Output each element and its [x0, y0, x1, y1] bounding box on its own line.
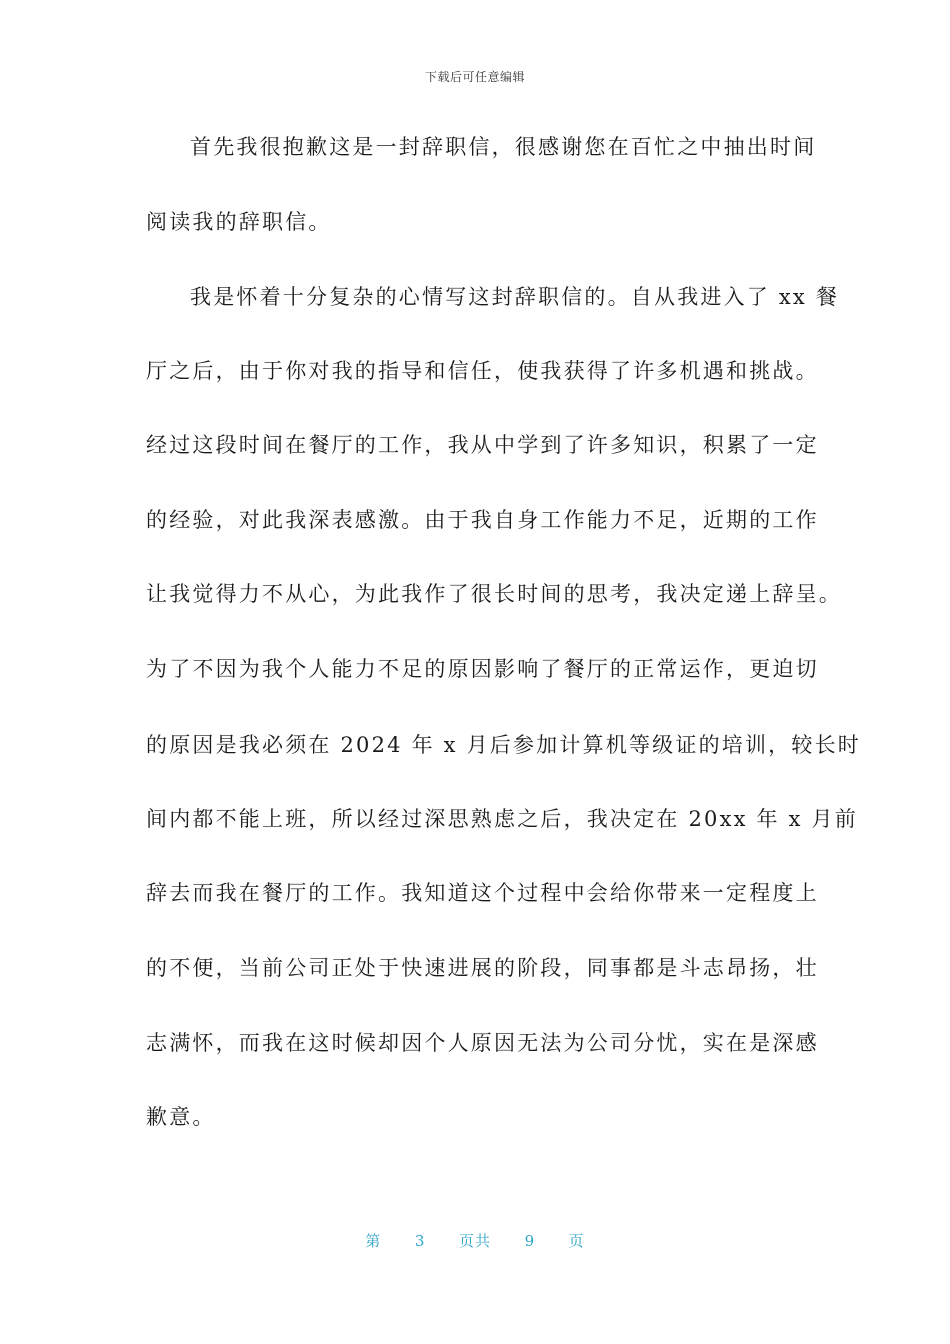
current-page-number: 3	[414, 1232, 426, 1250]
paragraph-line: 的经验，对此我深表感激。由于我自身工作能力不足，近期的工作	[146, 508, 819, 532]
page-label-suffix: 页	[568, 1232, 585, 1250]
paragraph-line: 让我觉得力不从心，为此我作了很长时间的思考，我决定递上辞呈。	[146, 582, 842, 606]
page-label-prefix: 第	[365, 1232, 382, 1250]
paragraph-line: 的不便，当前公司正处于快速进展的阶段，同事都是斗志昂扬，壮	[146, 956, 819, 980]
paragraph-line: 为了不因为我个人能力不足的原因影响了餐厅的正常运作，更迫切	[146, 657, 819, 681]
paragraph-line: 志满怀，而我在这时候却因个人原因无法为公司分忧，实在是深感	[146, 1031, 819, 1055]
page-footer	[0, 1230, 950, 1251]
paragraph-line: 阅读我的辞职信。	[146, 210, 332, 234]
paragraph-line: 首先我很抱歉这是一封辞职信，很感谢您在百忙之中抽出时间	[190, 135, 817, 159]
page-label-mid: 页共	[458, 1232, 491, 1250]
header-note: 下载后可任意编辑	[424, 70, 525, 84]
total-pages-number: 9	[524, 1232, 536, 1250]
paragraph-line: 间内都不能上班，所以经过深思熟虑之后，我决定在 20xx 年 x 月前	[146, 807, 858, 831]
paragraph-line: 的原因是我必须在 2024 年 x 月后参加计算机等级证的培训，较长时	[146, 733, 861, 757]
paragraph-line: 辞去而我在餐厅的工作。我知道这个过程中会给你带来一定程度上	[146, 881, 819, 905]
paragraph-line: 经过这段时间在餐厅的工作，我从中学到了许多知识，积累了一定	[146, 433, 819, 457]
paragraph-line: 歉意。	[146, 1105, 216, 1129]
paragraph-line: 厅之后，由于你对我的指导和信任，使我获得了许多机遇和挑战。	[146, 359, 819, 383]
paragraph-line: 我是怀着十分复杂的心情写这封辞职信的。自从我进入了 xx 餐	[190, 285, 840, 309]
